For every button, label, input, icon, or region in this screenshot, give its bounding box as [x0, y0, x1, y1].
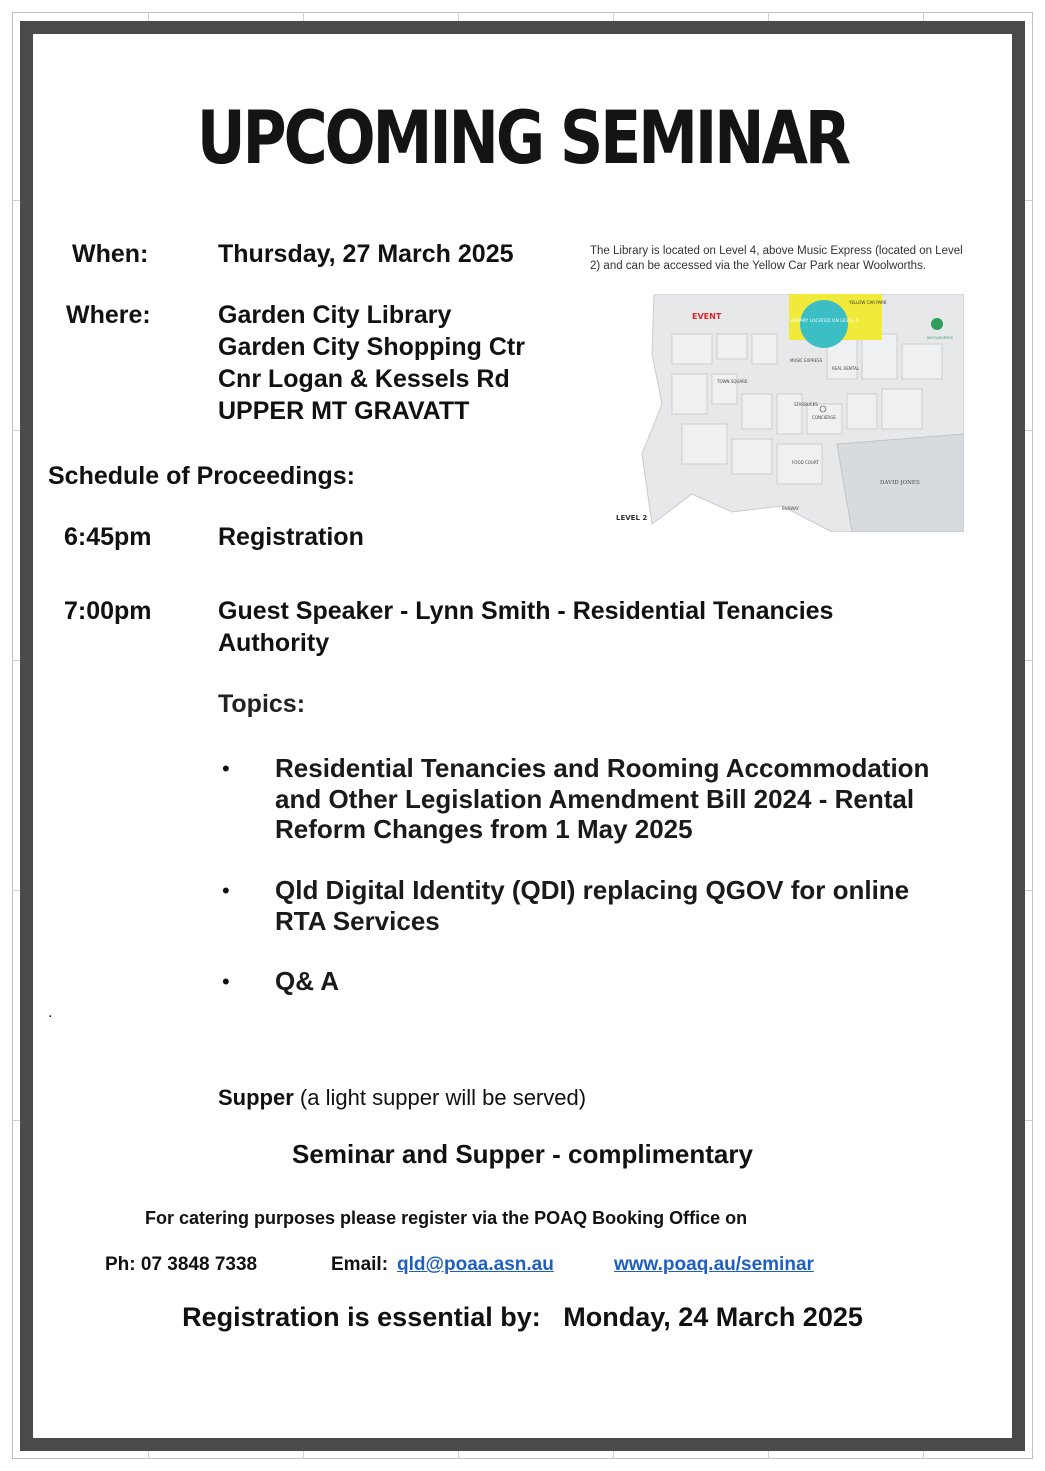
- border-tick: [1025, 1120, 1033, 1121]
- website-link[interactable]: www.poaq.au/seminar: [614, 1254, 814, 1275]
- border-tick: [12, 660, 20, 661]
- yellow-carpark-label: YELLOW CAR PARK: [849, 300, 887, 305]
- busway-label: BUSWAY: [782, 506, 799, 511]
- contact-email-link[interactable]: qld@poaa.asn.au: [397, 1254, 554, 1275]
- registration-deadline: [0, 1302, 1045, 1333]
- contact-email-label: Email:: [331, 1254, 389, 1275]
- border-tick: [768, 1451, 769, 1459]
- border-tick: [613, 12, 614, 21]
- border-tick: [613, 1451, 614, 1459]
- border-tick: [458, 1451, 459, 1459]
- where-label: Where:: [66, 301, 151, 329]
- location-map: [612, 294, 964, 532]
- supper-label: Supper: [218, 1085, 294, 1110]
- bullet-dot: •: [222, 756, 230, 781]
- topic-1-line-1: Residential Tenancies and Rooming Accommodation: [275, 753, 930, 783]
- map-level-label: LEVEL 2: [616, 514, 648, 522]
- bullet-dot: •: [222, 878, 230, 903]
- border-tick: [1025, 430, 1033, 431]
- map-caption: [590, 244, 980, 274]
- schedule-item-2-line-1: Guest Speaker - Lynn Smith - Residential Tenancies: [218, 597, 834, 625]
- border-tick: [1025, 200, 1033, 201]
- border-tick: [12, 890, 20, 891]
- catering-note: For catering purposes please register via the POAQ Booking Office on: [145, 1208, 748, 1228]
- supper-line: [218, 1084, 586, 1112]
- library-label: LIBRARY LOCATED ON LEVEL 4: [789, 319, 859, 324]
- border-tick: [768, 12, 769, 21]
- topic-2-line-2: RTA Services: [275, 905, 440, 936]
- stray-dot: .: [48, 1004, 53, 1021]
- when-value: Thursday, 27 March 2025: [218, 240, 514, 268]
- topic-item-1: [275, 753, 995, 845]
- deadline-date: Monday, 24 March 2025: [563, 1302, 863, 1332]
- where-line-4: UPPER MT GRAVATT: [218, 397, 470, 425]
- music-express-label: MUSIC EXPRESS: [790, 358, 823, 363]
- border-tick: [12, 1120, 20, 1121]
- schedule-time-2: 7:00pm: [64, 597, 152, 625]
- topic-item-3: [275, 966, 995, 997]
- map-caption-line-1: The Library is located on Level 4, above Music Express (located on Level: [590, 245, 963, 257]
- topic-3-line-1: Q& A: [275, 966, 340, 996]
- border-tick: [303, 12, 304, 21]
- woolworths-icon: [931, 318, 943, 330]
- border-tick: [303, 1451, 304, 1459]
- bullet-dot: •: [222, 969, 230, 994]
- border-tick: [458, 12, 459, 21]
- town-square-label: TOWN SQUARE: [717, 379, 748, 384]
- supper-note: (a light supper will be served): [299, 1085, 587, 1110]
- schedule-item-1: Registration: [218, 523, 364, 551]
- schedule-time-1: 6:45pm: [64, 523, 152, 551]
- contact-phone: Ph: 07 3848 7338: [105, 1254, 258, 1275]
- page-border: [20, 21, 1025, 1451]
- topic-2-line-1: Qld Digital Identity (QDI) replacing QGOV for online: [275, 875, 910, 905]
- border-tick: [12, 200, 20, 201]
- deadline-label: Registration is essential by:: [182, 1302, 541, 1332]
- map-caption-line-2: 2) and can be accessed via the Yellow Car Park near Woolworths.: [590, 260, 927, 272]
- topic-item-2: [275, 875, 995, 936]
- library-marker: [800, 300, 848, 348]
- concierge-label: CONCIERGE: [812, 415, 836, 420]
- border-tick: [923, 1451, 924, 1459]
- border-tick: [148, 1451, 149, 1459]
- event-label: EVENT: [692, 312, 722, 321]
- topic-1-line-2: and Other Legislation Amendment Bill 2024 - Rental: [275, 783, 915, 814]
- border-tick: [923, 12, 924, 21]
- where-line-2: Garden City Shopping Ctr: [218, 333, 525, 361]
- topic-1-line-3: Reform Changes from 1 May 2025: [275, 814, 693, 844]
- border-tick: [1025, 660, 1033, 661]
- complimentary-note: Seminar and Supper - complimentary: [292, 1139, 753, 1169]
- border-tick: [12, 430, 20, 431]
- food-court-label: FOOD COURT: [792, 460, 819, 465]
- border-tick: [1025, 890, 1033, 891]
- woolworths-label: WOOLWORTHS: [927, 336, 953, 340]
- starbucks-label: STARBUCKS: [794, 402, 818, 407]
- where-line-1: Garden City Library: [218, 301, 452, 329]
- real-rental-label: REAL RENTAL: [832, 366, 859, 371]
- schedule-item-2-line-2: Authority: [218, 629, 330, 657]
- page-title: UPCOMING SEMINAR: [196, 96, 849, 182]
- when-label: When:: [72, 240, 149, 268]
- topics-label: Topics:: [218, 690, 306, 718]
- schedule-heading: Schedule of Proceedings:: [48, 462, 356, 490]
- border-tick: [148, 12, 149, 21]
- where-line-3: Cnr Logan & Kessels Rd: [218, 365, 510, 393]
- david-jones-label: DAVID JONES: [880, 480, 920, 486]
